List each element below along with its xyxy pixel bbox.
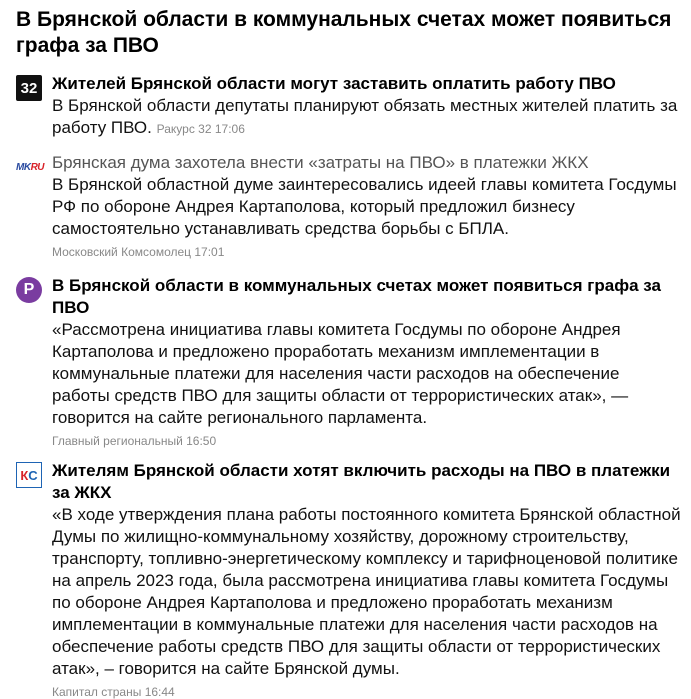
story-title-link[interactable]: Брянская дума захотела внести «затраты на ПВО» в платежки ЖКХ <box>52 153 589 172</box>
story-snippet-text: В Брянской области депутаты планируют обязать местных жителей платить за работу ПВО. <box>52 96 678 137</box>
story-snippet-text: В Брянской областной думе заинтересовались идеей главы комитета Госдумы РФ по обороне Андрея Картаполова, который предложил бизнесу самостоятельно устанавливать средства борьбы с БПЛА. <box>52 175 677 238</box>
page-title: В Брянской области в коммунальных счетах может появиться графа за ПВО <box>16 8 672 57</box>
glavny-regionalny-logo-icon[interactable]: Р <box>16 277 42 303</box>
story-source[interactable]: Ракурс 32 <box>156 122 212 136</box>
kapital-logo-k: К <box>20 467 29 483</box>
story-source[interactable]: Московский Комсомолец <box>52 245 192 259</box>
story-title-link[interactable]: В Брянской области в коммунальных счетах может появиться графа за ПВО <box>52 276 661 317</box>
mk-ru-logo-m: MK <box>16 161 31 173</box>
story-snippet <box>52 174 681 263</box>
rakurs32-logo-icon[interactable]: 32 <box>16 75 42 101</box>
story-title-link[interactable]: Жителей Брянской области могут заставить оплатить работу ПВО <box>52 74 616 93</box>
kapital-logo-c: С <box>28 467 38 483</box>
story-title-link[interactable]: Жителям Брянской области хотят включить расходы на ПВО в платежки за ЖКХ <box>52 461 671 502</box>
story-snippet <box>52 95 681 140</box>
mk-ru-logo-ru: RU <box>30 161 45 173</box>
story-time: 17:01 <box>194 245 225 259</box>
story-source-meta[interactable] <box>52 434 681 448</box>
news-story-2 <box>16 152 681 263</box>
news-story-4 <box>16 460 681 699</box>
story-time: 17:06 <box>214 122 245 136</box>
news-story-1 <box>16 73 681 140</box>
story-source-meta[interactable] <box>157 122 245 136</box>
kapital-strany-logo-icon[interactable] <box>16 462 42 488</box>
story-source[interactable]: Капитал страны <box>52 685 142 699</box>
story-snippet: «В ходе утверждения плана работы постоянного комитета Брянской областной Думы по жилищно-коммунальному хозяйству, дорожному строительству, транспорту, топливно-энергетическому комплексу и тарифноценовой политике на апрель 2023 года, была рассмотрена инициатива главы комитета Госдумы по обороне Андрея Картаполова и предложено проработать механизм имплементации в коммунальные платежи для населения части расходов на обеспечение работы средств ПВО для защиты области от террористических атак», – говорится на сайте Брянской думы. <box>52 505 681 678</box>
story-time: 16:44 <box>144 685 175 699</box>
news-story-3 <box>16 275 681 448</box>
mk-ru-logo-icon[interactable] <box>16 160 44 174</box>
story-source-meta[interactable] <box>52 245 224 259</box>
story-source-meta[interactable] <box>52 685 681 699</box>
story-source[interactable]: Главный региональный <box>52 434 183 448</box>
story-snippet: «Рассмотрена инициатива главы комитета Госдумы по обороне Андрея Картаполова и предложено проработать механизм имплементации в коммунальные платежи для населения части расходов на обеспечение работы средств ПВО для защиты области от террористических атак», — говорится на сайте регионального парламента. <box>52 320 629 427</box>
story-time: 16:50 <box>186 434 217 448</box>
